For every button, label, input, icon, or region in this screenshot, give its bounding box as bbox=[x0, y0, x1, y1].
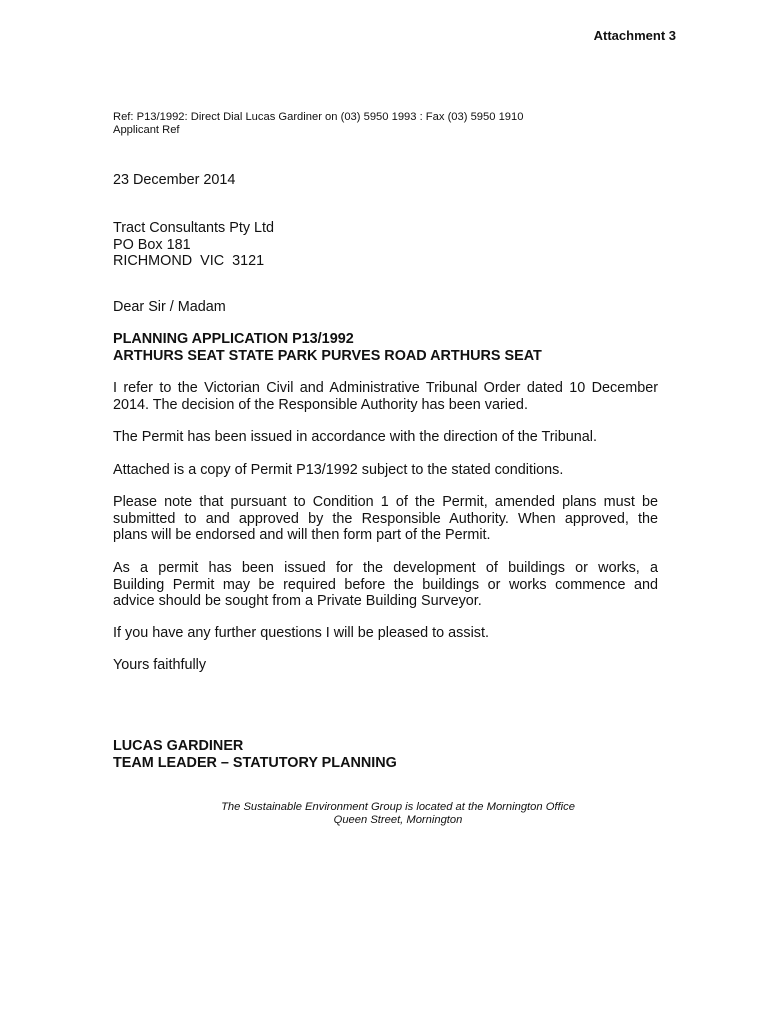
paragraph-line: Attached is a copy of Permit P13/1992 subject to the stated conditions. bbox=[113, 462, 564, 478]
signatory-name: LUCAS GARDINER bbox=[113, 738, 244, 754]
reference-block bbox=[113, 111, 658, 137]
paragraph bbox=[113, 429, 658, 446]
paragraph-line: If you have any further questions I will be pleased to assist. bbox=[113, 625, 489, 641]
address-line: RICHMOND VIC 3121 bbox=[113, 253, 265, 270]
footer-note bbox=[113, 801, 683, 827]
paragraph bbox=[113, 494, 658, 544]
subject-heading bbox=[113, 331, 658, 364]
paragraph-line: Please note that pursuant to Condition 1 of the Permit, amended plans must be bbox=[113, 494, 658, 510]
paragraph bbox=[113, 380, 658, 413]
letter-date: 23 December 2014 bbox=[113, 172, 236, 188]
attachment-label: Attachment 3 bbox=[593, 28, 676, 43]
reference-line: Ref: P13/1992: Direct Dial Lucas Gardiner on (03) 5950 1993 : Fax (03) 5950 1910 bbox=[113, 111, 524, 123]
footer-line: The Sustainable Environment Group is located at the Mornington Office bbox=[221, 801, 575, 813]
paragraph-line: 2014. The decision of the Responsible Authority has been varied. bbox=[113, 396, 528, 413]
address-line: Tract Consultants Pty Ltd bbox=[113, 220, 275, 236]
address-line: PO Box 181 bbox=[113, 236, 191, 253]
paragraph-line: advice should be sought from a Private Building Surveyor. bbox=[113, 593, 482, 610]
paragraph bbox=[113, 560, 658, 610]
recipient-address bbox=[113, 220, 658, 270]
signatory-block bbox=[113, 738, 658, 771]
paragraph-line: As a permit has been issued for the development of buildings or works, a bbox=[113, 560, 658, 576]
paragraph-line: submitted to and approved by the Responsible Authority. When approved, the bbox=[113, 510, 658, 527]
salutation: Dear Sir / Madam bbox=[113, 299, 226, 315]
applicant-ref: Applicant Ref bbox=[113, 124, 180, 136]
closing: Yours faithfully bbox=[113, 657, 207, 673]
paragraph-line: I refer to the Victorian Civil and Administrative Tribunal Order dated 10 December bbox=[113, 380, 658, 396]
paragraph bbox=[113, 625, 658, 642]
signatory-title: TEAM LEADER – STATUTORY PLANNING bbox=[113, 754, 397, 771]
paragraph-line: plans will be endorsed and will then form part of the Permit. bbox=[113, 527, 491, 544]
paragraph-line: Building Permit may be required before the buildings or works commence and bbox=[113, 576, 658, 593]
subject-line: PLANNING APPLICATION P13/1992 bbox=[113, 331, 354, 347]
paragraph bbox=[113, 462, 658, 479]
subject-line: ARTHURS SEAT STATE PARK PURVES ROAD ARTHURS SEAT bbox=[113, 347, 542, 364]
footer-line: Queen Street, Mornington bbox=[333, 814, 463, 826]
paragraph-line: The Permit has been issued in accordance with the direction of the Tribunal. bbox=[113, 429, 597, 445]
